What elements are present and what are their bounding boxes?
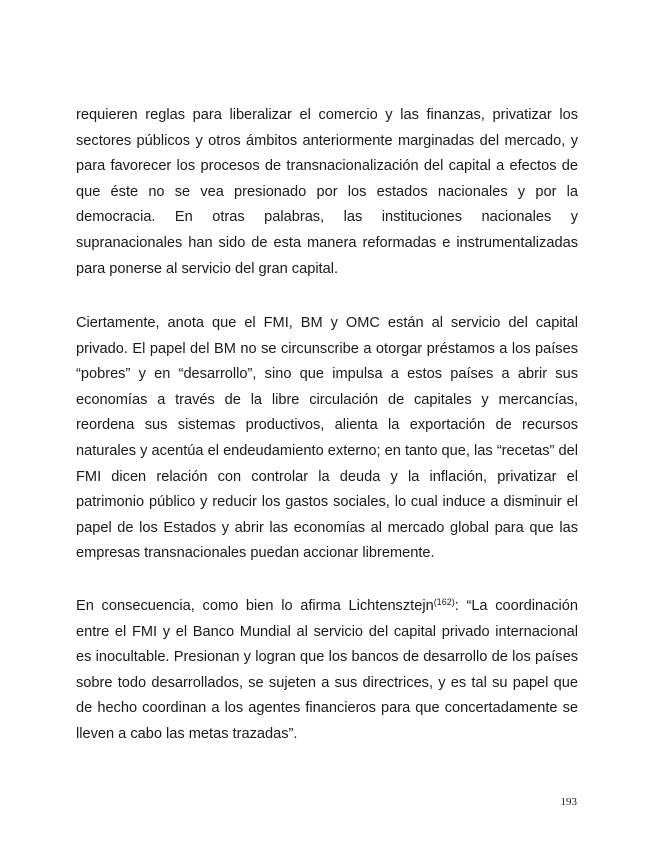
paragraph-1-text: requieren reglas para liberalizar el comercio y las finanzas, privatizar los sectores públicos y otros ámbitos anteriormente marginadas del mercado, y para favorecer los procesos de transnacionalización del capital a efectos de que éste no se vea presionado por los estados nacionales y por la democracia. En otras palabras, las instituciones nacionales y supranacionales han sido de esta manera reformadas e instrumentalizadas para ponerse al servicio del gran capital.: [76, 107, 578, 277]
page-number: 193: [560, 796, 577, 808]
paragraph-2-text: Ciertamente, anota que el FMI, BM y OMC están al servicio del capital privado. El papel del BM no se circunscribe a otorgar préstamos a los países “pobres” y en “desarrollo”, sino que impulsa a estos países a abrir sus economías a través de la libre circulación de capitales y mercancías, reordena sus sistemas productivos, alienta la exportación de recursos naturales y acentúa el endeudamiento externo; en tanto que, las “recetas” del FMI dicen relación con controlar la deuda y la inflación, privatizar el patrimonio público y reducir los gastos sociales, lo cual induce a disminuir el papel de los Estados y abrir las economías al mercado global para que las empresas transnacionales puedan accionar libremente.: [76, 315, 578, 562]
paragraph-3: [76, 594, 578, 748]
paragraph-2: [76, 311, 578, 567]
paragraph-3-text-before: En consecuencia, como bien lo afirma Lichtensztejn: [76, 598, 434, 614]
footnote-reference: (162): [433, 597, 455, 607]
paragraph-1: [76, 103, 578, 282]
paragraph-3-text-after: : “La coordinación entre el FMI y el Banco Mundial al servicio del capital privado internacional es inocultable. Presionan y logran que los bancos de desarrollo de los países sobre todo desarrollados, se sujeten a sus directrices, y es tal su papel que de hecho coordinan a los agentes financieros para que concertadamente se lleven a cabo las metas trazadas”.: [76, 598, 578, 742]
